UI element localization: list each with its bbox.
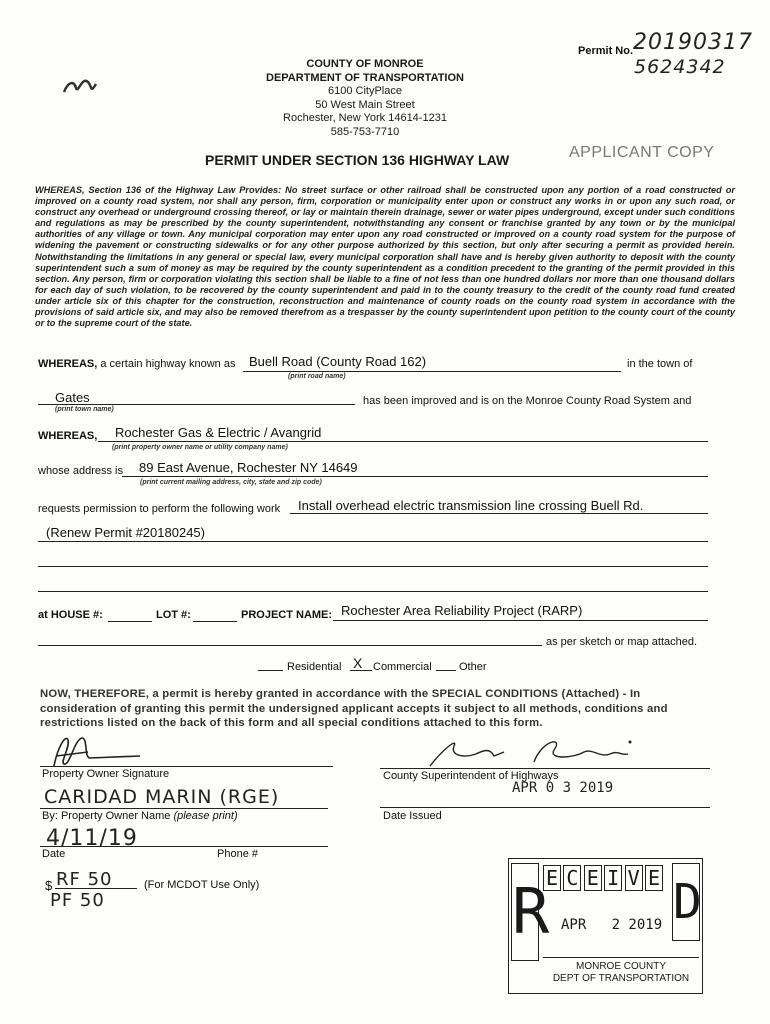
stamp-received-date: APR 2 2019	[561, 917, 663, 933]
owner-caption: (print property owner name or utility company name)	[112, 444, 288, 451]
work-line-3	[38, 566, 708, 567]
stamp-letter-e2: E	[584, 865, 602, 891]
whereas-highway-text: a certain highway known as	[97, 358, 236, 370]
road-name-caption: (print road name)	[288, 373, 346, 380]
county-name: COUNTY OF MONROE	[306, 58, 424, 70]
superintendent-label: County Superintendent of Highways	[383, 770, 559, 782]
stamp-county: MONROE COUNTY	[576, 961, 666, 972]
work-line-2	[38, 541, 708, 542]
work-label: requests permission to perform the following work	[38, 503, 281, 515]
in-town-of-label: in the town of	[627, 358, 693, 370]
sketch-line	[38, 645, 542, 646]
lot-label: LOT #:	[156, 609, 191, 621]
applicant-copy-stamp: APPLICANT COPY	[569, 144, 715, 161]
town-field[interactable]: Gates	[55, 390, 90, 405]
address-line-2: 50 West Main Street	[315, 98, 415, 111]
stamp-letter-d: D	[672, 863, 700, 941]
permit-number-label: Permit No.	[578, 45, 634, 57]
whereas-prefix: WHEREAS,	[38, 358, 98, 370]
fee-dollar-sign: $	[45, 878, 53, 893]
phone-label: Phone #	[217, 848, 258, 860]
other-label: Other	[459, 661, 487, 673]
owner-name-by: By: Property Owner Name	[42, 810, 171, 822]
owner-name-handwritten: CARIDAD MARIN (RGE)	[44, 786, 280, 808]
improved-statement: has been improved and is on the Monroe County Road System and	[363, 395, 692, 407]
house-label-text: at HOUSE #:	[38, 609, 103, 621]
owner-signature-line[interactable]	[40, 766, 333, 767]
stamp-letter-e3: E	[645, 865, 663, 891]
whereas-owner-label: WHEREAS,	[38, 430, 98, 442]
commercial-label: Commercial	[373, 661, 432, 673]
date-handwritten: 4/11/19	[46, 826, 138, 851]
work-field[interactable]: Install overhead electric transmission line crossing Buell Rd.	[298, 498, 644, 513]
other-checkline[interactable]	[436, 670, 456, 671]
department-phone: 585-753-7710	[330, 125, 400, 138]
address-line-1: 6100 CityPlace	[328, 85, 402, 97]
date-issued-line[interactable]	[380, 807, 710, 808]
project-line	[333, 620, 708, 621]
owner-name-print-hint: (please print)	[173, 810, 238, 822]
stamp-letter-v: V	[625, 865, 643, 891]
road-name-field[interactable]: Buell Road (County Road 162)	[249, 354, 427, 369]
address-line	[122, 476, 708, 477]
stamp-letter-i: I	[604, 865, 622, 891]
residential-checkline[interactable]	[258, 670, 283, 671]
work-line-4	[38, 591, 708, 592]
owner-name-line[interactable]	[40, 808, 328, 809]
stamp-footer	[543, 961, 699, 985]
fee-handwritten-2: PF 50	[50, 890, 105, 911]
town-line	[38, 404, 355, 405]
owner-field[interactable]: Rochester Gas & Electric / Avangrid	[115, 425, 322, 440]
department-name: DEPARTMENT OF TRANSPORTATION	[266, 71, 464, 84]
superintendent-signature-line[interactable]	[380, 768, 710, 769]
address-caption: (print current mailing address, city, state and zip code)	[140, 479, 322, 486]
superintendent-signature	[424, 728, 644, 773]
now-therefore-paragraph: NOW, THEREFORE, a permit is hereby granted in accordance with the SPECIAL CONDITIONS (Attached) - In consideration of granting this permit the undersigned applicant accepts it subject to all methods, conditions and restrictions listed on the back of this form and all special conditions attached to this form.	[40, 688, 668, 729]
residential-label: Residential	[287, 661, 342, 673]
date-issued-label: Date Issued	[383, 810, 442, 822]
stamp-eceive	[543, 865, 663, 891]
project-field[interactable]: Rochester Area Reliability Project (RARP)	[341, 603, 583, 618]
received-stamp	[508, 858, 703, 994]
whereas-highway-label	[38, 358, 235, 370]
house-number-label	[38, 609, 103, 621]
road-name-line	[243, 371, 621, 372]
stamp-letter-c: C	[563, 865, 581, 891]
date-phone-line[interactable]	[40, 846, 328, 847]
commercial-check-mark: X	[353, 655, 363, 671]
address-line-3: Rochester, New York 14614-1231	[283, 112, 447, 124]
section-136-recital: WHEREAS, Section 136 of the Highway Law Provides: No street surface or other railroad shall be constructed upon any portion of a road constructed or improved on a county road system, nor shall any person, firm, corporation or municipality enter upon or construct any works in or upon any such road, or construct any overhead or underground crossing thereof, or lay or maintain therein drainage, sewer or water pipes underground, except under such conditions and regulations as may be prescribed by the county superintendent, notwithstanding any consent or franchise granted by any town or by the municipal authorities of any village or town. Any municipal corporation may enter upon any road constructed or improved on a county road system for the purpose of widening the pavement or constructing sidewalks or for any other purpose authorized by this section, but only after securing a permit as provided herein. Notwithstanding the limitations in any general or special law, every municipal corporation shall have and is hereby given authority to deposit with the county superintendent such a sum of money as may be required by the county superintendent as a condition precedent to the granting of the permit provided in this section. Any person, firm or corporation violating this section shall be liable to a fine of not less than one hundred dollars nor more than one thousand dollars for each day of such violation, to be recovered by the county superintendent and paid in to the county treasury to the credit of the county road fund created under article six of this chapter for the construction, reconstruction and maintenance of county roads on the county road system in accordance with the provisions of said article six, and may also be removed therefrom as a trespasser by the county superintendent upon petition to the county court of the county or to the supreme court of the state.	[35, 185, 735, 329]
lot-line[interactable]	[193, 621, 237, 622]
ink-scribble-mark	[60, 72, 100, 102]
fee-line[interactable]	[55, 888, 137, 889]
stamp-letter-e1: E	[543, 865, 561, 891]
permit-number-handwritten-2: 5624342	[634, 56, 726, 78]
project-label: PROJECT NAME:	[241, 609, 333, 621]
address-label: whose address is	[38, 465, 123, 477]
owner-signature-label: Property Owner Signature	[42, 768, 170, 780]
date-issued-stamp: APR 0 3 2019	[512, 780, 614, 796]
stamp-divider	[543, 957, 699, 958]
stamp-letter-r: R	[511, 863, 539, 961]
department-header	[245, 58, 485, 139]
fee-handwritten: RF 50	[56, 869, 113, 890]
stamp-department: DEPT OF TRANSPORTATION	[552, 973, 690, 984]
owner-line	[98, 441, 708, 442]
work-line-1	[290, 513, 708, 514]
owner-name-label	[42, 810, 238, 822]
document-title: PERMIT UNDER SECTION 136 HIGHWAY LAW	[205, 152, 510, 168]
date-label: Date	[42, 848, 66, 860]
sketch-text: as per sketch or map attached.	[546, 636, 698, 648]
town-caption: (print town name)	[55, 406, 114, 413]
address-field[interactable]: 89 East Avenue, Rochester NY 14649	[139, 460, 358, 475]
work-field-line-2[interactable]: (Renew Permit #20180245)	[46, 525, 205, 540]
permit-number-handwritten: 20190317	[633, 30, 753, 55]
house-number-line[interactable]	[108, 621, 152, 622]
fee-label: (For MCDOT Use Only)	[144, 879, 260, 891]
